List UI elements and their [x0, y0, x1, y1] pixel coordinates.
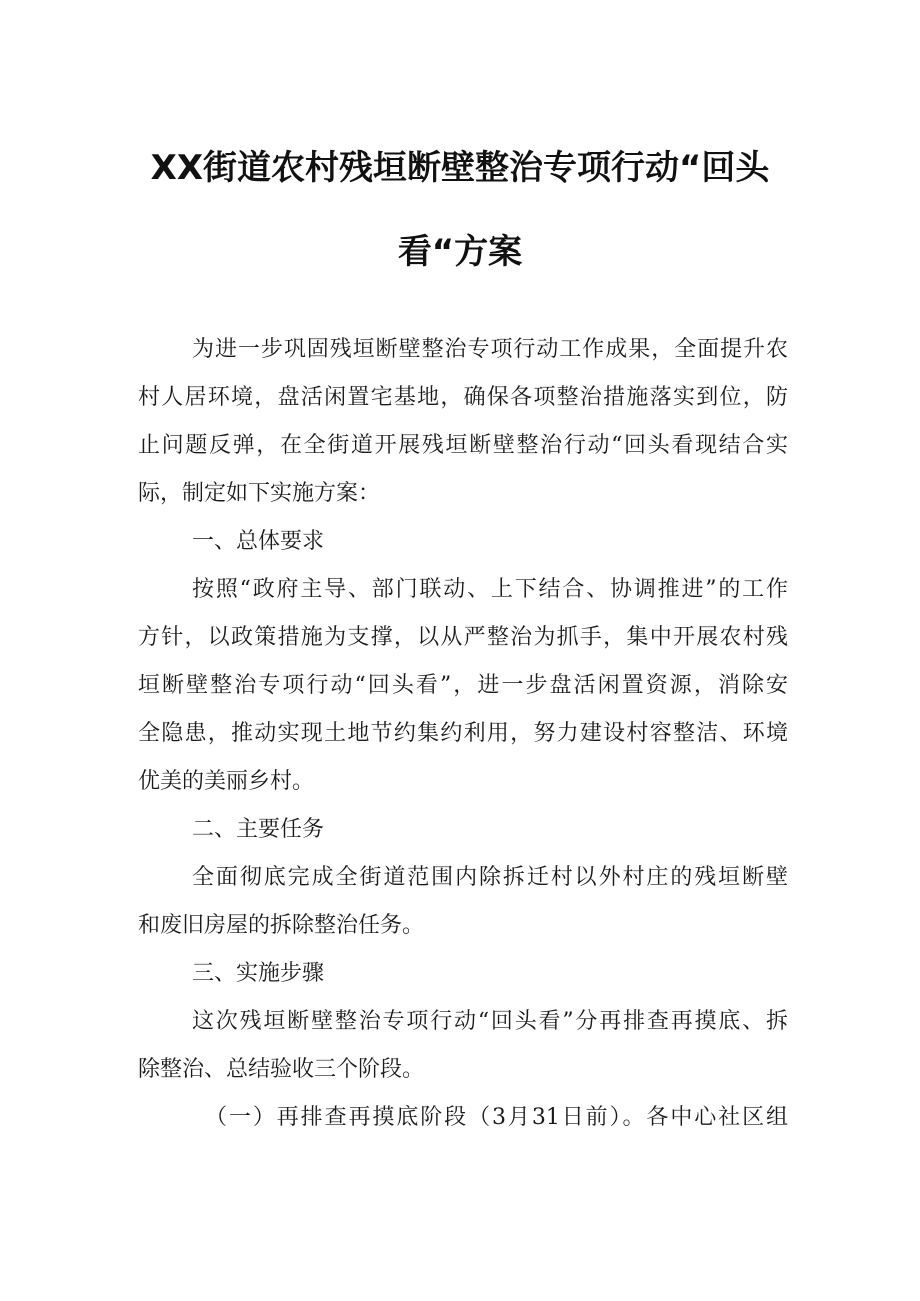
section-heading-main-tasks: 二、主要任务 — [192, 817, 325, 842]
section3-line-1: 这次残垣断壁整治专项行动“回头看”分再排查再摸底、拆 — [192, 1009, 788, 1034]
section1-line-4: 全隐患，推动实现土地节约集约利用，努力建设村容整洁、环境 — [138, 721, 788, 746]
section2-line-1: 全面彻底完成全街道范围内除拆迁村以外村庄的残垣断壁 — [192, 865, 788, 890]
document-title-line1: XX街道农村残垣断壁整治专项行动“回头 — [150, 148, 770, 188]
section-heading-implementation-steps: 三、实施步骤 — [192, 961, 325, 986]
document-title-line2: 看“方案 — [397, 232, 523, 272]
section1-line-3: 垣断壁整治专项行动“回头看”，进一步盘活闲置资源，消除安 — [138, 673, 788, 698]
intro-line-4: 际，制定如下实施方案： — [138, 481, 381, 506]
section3-line-2: 除整治、总结验收三个阶段。 — [138, 1057, 425, 1082]
phase1-line-1: （一）再排查再摸底阶段（3月31日前）。各中心社区组 — [205, 1105, 788, 1130]
intro-line-1: 为进一步巩固残垣断壁整治专项行动工作成果，全面提升农 — [192, 337, 788, 362]
intro-line-2: 村人居环境，盘活闲置宅基地，确保各项整治措施落实到位，防 — [138, 385, 788, 410]
section2-line-2: 和废旧房屋的拆除整治任务。 — [138, 913, 425, 938]
section-heading-general-requirements: 一、总体要求 — [192, 529, 325, 554]
section1-line-2: 方针，以政策措施为支撑，以从严整治为抓手，集中开展农村残 — [138, 625, 788, 650]
section1-line-5: 优美的美丽乡村。 — [138, 769, 315, 794]
intro-line-3: 止问题反弹，在全街道开展残垣断壁整治行动“回头看现结合实 — [138, 433, 788, 458]
section1-line-1: 按照“政府主导、部门联动、上下结合、协调推进”的工作 — [192, 577, 788, 602]
